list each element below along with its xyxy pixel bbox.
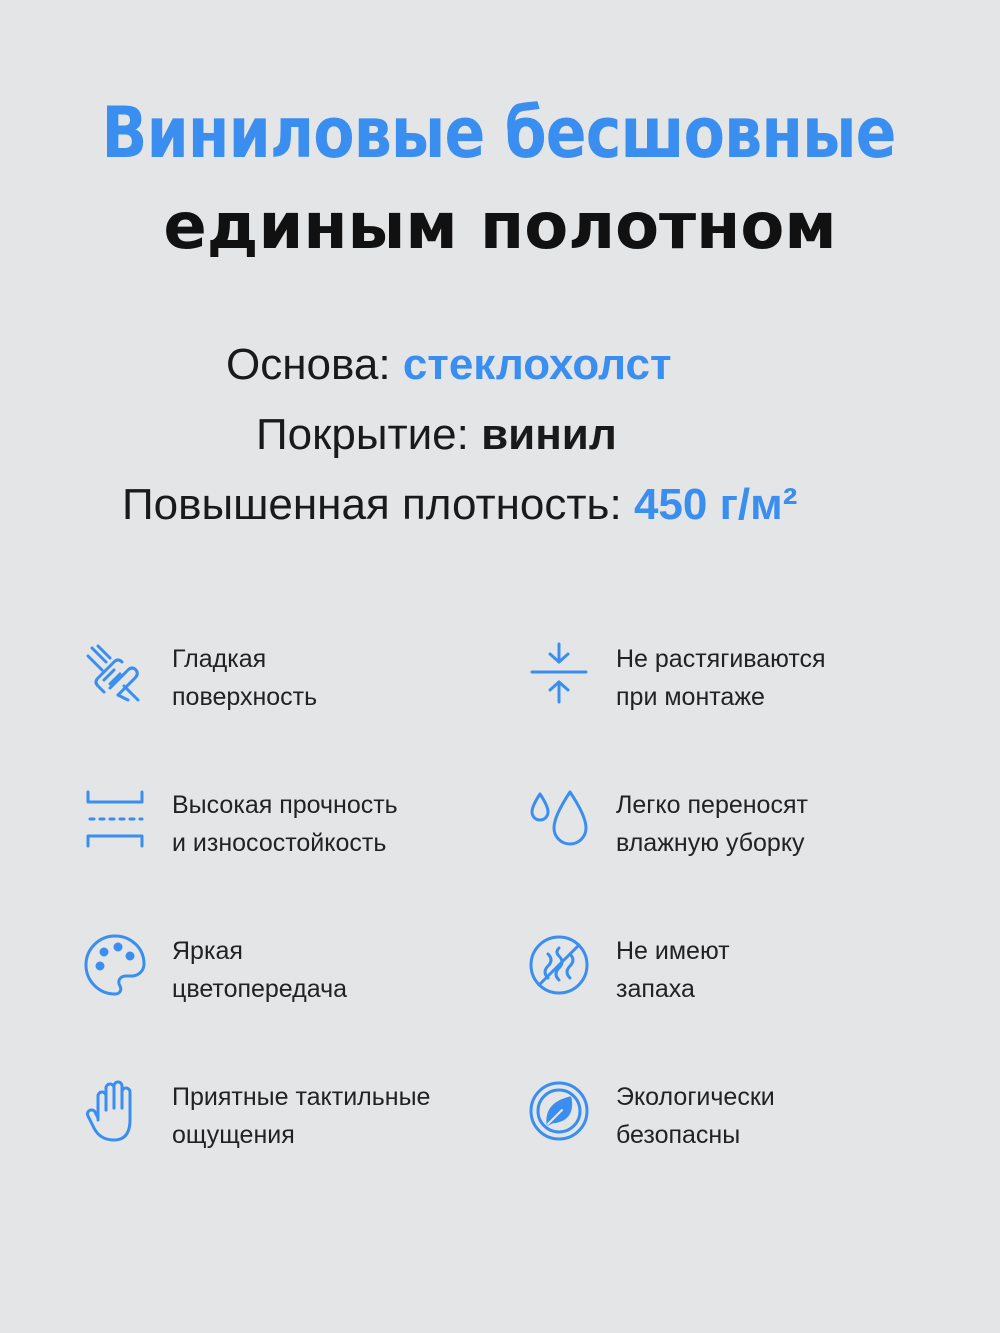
- feature-line2: цветопередача: [172, 975, 348, 1003]
- feature-line1: Не имеют: [616, 937, 730, 965]
- smooth-surface-icon: [84, 642, 150, 708]
- feature-no-stretch: [528, 640, 826, 716]
- feature-line1: Приятные тактильные: [172, 1083, 431, 1111]
- spec-coating-label: Покрытие:: [256, 410, 469, 459]
- title-line1: Виниловые бесшовные: [101, 92, 896, 174]
- feature-line2: запаха: [616, 975, 695, 1003]
- feature-line1: Яркая: [172, 937, 243, 965]
- spec-base-value: стеклохолст: [402, 340, 672, 389]
- title-line2: единым полотном: [163, 190, 837, 264]
- feature-line2: и износостойкость: [172, 829, 387, 857]
- hand-icon: [84, 1080, 150, 1146]
- feature-eco: [528, 1078, 775, 1154]
- feature-line2: поверхность: [172, 683, 318, 711]
- spec-density-value: 450 г/м²: [633, 480, 798, 529]
- feature-line1: Не растягиваются: [616, 645, 826, 673]
- palette-icon: [84, 934, 150, 1000]
- spec-coating: [256, 410, 617, 460]
- spec-base-label: Основа:: [226, 340, 391, 389]
- spec-density-label: Повышенная плотность:: [122, 480, 622, 529]
- feature-line2: ощущения: [172, 1121, 295, 1149]
- no-odor-icon: [528, 934, 594, 1000]
- water-drops-icon: [528, 788, 594, 854]
- feature-line2: безопасны: [616, 1121, 741, 1149]
- eco-leaf-icon: [528, 1080, 594, 1146]
- feature-color: [84, 932, 347, 1008]
- feature-line1: Экологически: [616, 1083, 775, 1111]
- feature-line2: при монтаже: [616, 683, 765, 711]
- no-stretch-icon: [528, 642, 594, 708]
- feature-tactile: [84, 1078, 430, 1154]
- feature-no-odor: [528, 932, 730, 1008]
- feature-line2: влажную уборку: [616, 829, 805, 857]
- spec-base: [226, 340, 672, 390]
- feature-line1: Легко переносят: [616, 791, 808, 819]
- feature-line1: Высокая прочность: [172, 791, 398, 819]
- durability-icon: [84, 788, 150, 854]
- spec-coating-value: винил: [481, 410, 617, 459]
- feature-wet-cleaning: [528, 786, 808, 862]
- feature-line1: Гладкая: [172, 645, 267, 673]
- spec-density: [122, 480, 797, 530]
- feature-smooth-surface: [84, 640, 317, 716]
- feature-durability: [84, 786, 398, 862]
